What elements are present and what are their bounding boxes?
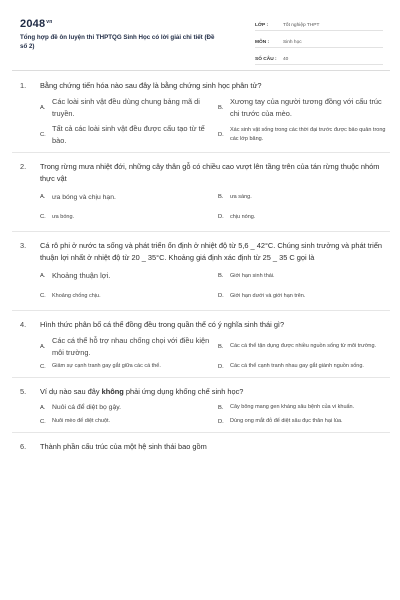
question-text: Trong rừng mưa nhiệt đới, những cây thân gỗ có chiều cao vượt lên tầng trên của tán rừng thuộc nhóm thực vật	[40, 162, 380, 183]
option-b[interactable]	[218, 96, 390, 119]
option-letter: A.	[40, 273, 46, 279]
question-text: Hình thức phân bố cá thể đồng đều trong quần thể có ý nghĩa sinh thái gì?	[40, 320, 285, 329]
option-text: Giảm sự cạnh tranh gay gắt giữa các cá thể.	[52, 363, 161, 369]
question-header	[12, 232, 390, 264]
option-text: Các cá thể tận dụng được nhiều nguồn sống từ môi trường.	[230, 343, 377, 349]
question-1	[12, 72, 390, 153]
option-b[interactable]	[218, 335, 390, 358]
option-b[interactable]	[218, 189, 390, 205]
option-grid	[12, 92, 390, 152]
option-letter: D.	[218, 293, 224, 299]
option-text: Nuôi mèo để diệt chuột.	[52, 418, 111, 424]
option-a[interactable]	[40, 96, 212, 119]
option-letter: D.	[218, 418, 224, 425]
option-text: Xương tay của người tương đồng với cấu trúc chi trước của mèo.	[230, 97, 382, 118]
meta-row-class	[255, 16, 383, 31]
question-number: 6.	[20, 442, 27, 451]
option-text: Các cá thể cạnh tranh nhau gay gắt giành nguồn sống.	[230, 363, 364, 369]
option-letter: B.	[218, 273, 224, 279]
option-letter: D.	[218, 363, 224, 370]
option-text: Các loài sinh vật đều dùng chung bảng mã di truyền.	[52, 97, 200, 118]
option-letter: C.	[40, 418, 46, 425]
option-letter: C.	[40, 131, 46, 138]
option-text: Giới hạn sinh thái.	[230, 272, 275, 279]
option-text: Khoảng chống chịu.	[52, 292, 101, 299]
question-number: 4.	[20, 320, 27, 329]
option-d[interactable]	[218, 209, 390, 225]
option-letter: D.	[218, 214, 224, 220]
option-letter: B.	[218, 343, 224, 350]
question-text-after: phải ứng dụng khống chế sinh học?	[123, 387, 244, 396]
question-number: 1.	[20, 81, 27, 90]
option-c[interactable]	[40, 288, 212, 304]
question-header	[12, 378, 390, 398]
question-number: 5.	[20, 387, 27, 396]
option-text: Giới hạn dưới và giới hạn trên.	[230, 292, 306, 299]
logo-suffix: vn	[46, 19, 53, 25]
option-d[interactable]	[218, 362, 390, 371]
question-6	[12, 433, 390, 453]
option-letter: B.	[218, 194, 224, 200]
option-text: Tất cả các loài sinh vật đều được cấu tạo từ tế bào.	[52, 124, 205, 145]
question-2	[12, 153, 390, 232]
question-header	[12, 433, 390, 453]
option-d[interactable]	[218, 417, 390, 426]
meta-label: SỐ CÂU :	[255, 57, 277, 62]
option-grid	[12, 398, 390, 432]
option-grid	[12, 331, 390, 377]
option-letter: D.	[218, 131, 224, 138]
meta-row-subject	[255, 33, 383, 48]
option-grid	[12, 185, 390, 231]
option-letter: B.	[218, 404, 224, 411]
meta-label: LỚP :	[255, 23, 269, 28]
option-text: ưa bóng và chịu hạn.	[52, 193, 116, 201]
question-header	[12, 311, 390, 331]
site-logo[interactable]	[20, 18, 53, 30]
header-divider	[12, 70, 390, 71]
option-text: Các cá thể hỗ trợ nhau chống chọi với điều kiện môi trường.	[52, 336, 210, 357]
option-c[interactable]	[40, 209, 212, 225]
option-a[interactable]	[40, 335, 212, 358]
exam-meta	[255, 16, 383, 67]
option-b[interactable]	[218, 268, 390, 284]
logo-text: 2048	[20, 18, 46, 30]
option-letter: A.	[40, 104, 46, 111]
option-letter: A.	[40, 404, 46, 411]
meta-value: Sinh học	[283, 40, 302, 45]
option-c[interactable]	[40, 417, 212, 426]
question-text-emphasis: không	[101, 387, 124, 396]
option-d[interactable]	[218, 123, 390, 146]
meta-value: Tốt nghiệp THPT	[283, 23, 320, 28]
question-list	[12, 72, 390, 453]
question-number: 2.	[20, 162, 27, 171]
option-letter: A.	[40, 343, 46, 350]
option-text: Nuôi cá để diệt bọ gậy.	[52, 404, 122, 411]
option-a[interactable]	[40, 268, 212, 284]
exam-title: Tổng hợp đề ôn luyện thi THPTQG Sinh Học có lời giải chi tiết (Đề số 2)	[20, 34, 215, 50]
option-text: chịu nóng.	[230, 213, 256, 220]
option-text: ưa sáng.	[230, 193, 252, 200]
option-text: Khoảng thuận lợi.	[52, 271, 111, 281]
option-a[interactable]	[40, 402, 212, 413]
meta-value: 40	[283, 57, 289, 62]
meta-label: MÔN :	[255, 40, 270, 45]
option-d[interactable]	[218, 288, 390, 304]
question-text	[40, 386, 243, 398]
option-letter: B.	[218, 104, 224, 111]
option-text: Xác sinh vật sống trong các thời đại trước được bảo quản trong các lớp băng.	[230, 126, 386, 142]
question-header	[12, 72, 390, 92]
option-text: Dùng ong mắt đỏ để diệt sâu đục thân hại lúa.	[230, 418, 343, 424]
option-letter: C.	[40, 214, 46, 220]
question-5	[12, 378, 390, 433]
option-a[interactable]	[40, 189, 212, 205]
option-letter: C.	[40, 363, 46, 370]
question-number: 3.	[20, 241, 27, 250]
option-text: Cây bông mang gen kháng sâu bệnh của vi khuẩn.	[230, 404, 355, 410]
question-text: Thành phần cấu trúc của một hệ sinh thái bao gồm	[40, 442, 207, 451]
option-letter: C.	[40, 293, 46, 299]
option-text: ưa bóng.	[52, 213, 75, 220]
option-grid	[12, 264, 390, 310]
question-header	[12, 153, 390, 185]
question-4	[12, 311, 390, 378]
question-text: Cá rô phi ở nước ta sống và phát triển ổn định ở nhiệt độ từ 5,6 _ 42°C. Chúng sinh trưởng và phát triển thuận lợi nhất ở nhiệt độ từ 20 _ 35°C. Khoảng giá định xác định từ 25 _ 35 C gọi là	[40, 241, 383, 262]
meta-row-count	[255, 50, 383, 65]
question-3	[12, 232, 390, 311]
option-letter: A.	[40, 194, 46, 200]
option-b[interactable]	[218, 402, 390, 413]
question-text: Bằng chứng tiến hóa nào sau đây là bằng chứng sinh học phân tử?	[40, 81, 262, 90]
option-c[interactable]	[40, 362, 212, 371]
question-text-before: Ví dụ nào sau đây	[40, 387, 102, 396]
option-c[interactable]	[40, 123, 212, 146]
